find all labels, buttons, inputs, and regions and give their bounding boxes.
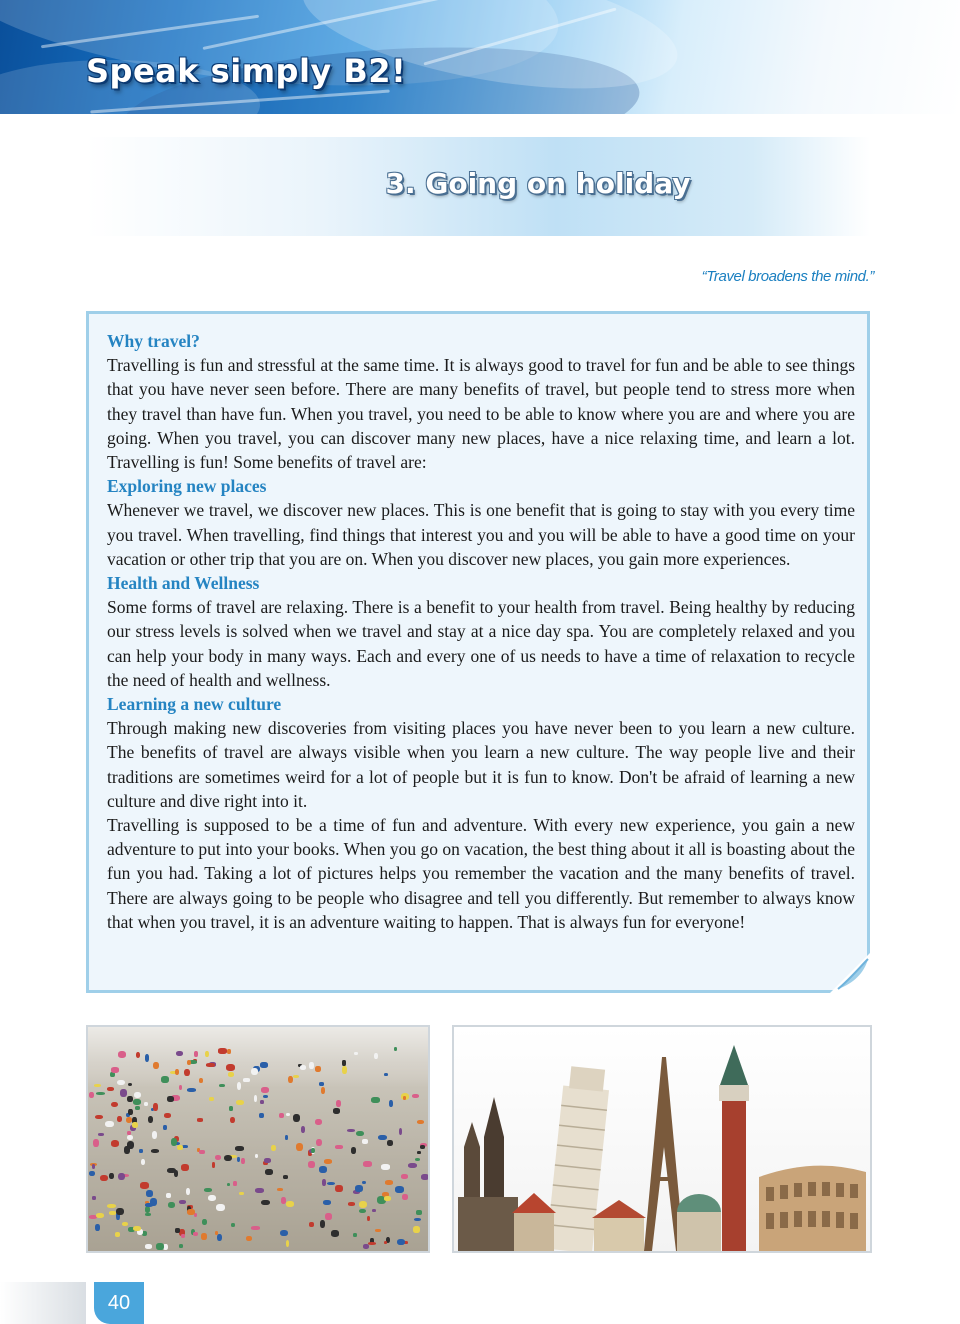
article-content — [107, 329, 855, 934]
landmarks-photo — [452, 1025, 872, 1253]
section-text-health: Some forms of travel are relaxing. There is a benefit to your health from travel. Being healthy by reducing our stress levels is solved when we travel and stay at a nice day spa. You are completely relaxed and you can help your body in many ways. Each and every one of us needs to have a time of relaxation to recycle the need of health and wellness. — [107, 597, 855, 690]
chapter-header — [86, 137, 870, 236]
page-curl-icon — [830, 953, 870, 993]
section-heading-exploring: Exploring new places — [107, 476, 267, 497]
article-box — [86, 311, 870, 993]
epigraph-quote: “Travel broadens the mind.” — [701, 268, 874, 285]
chapter-title: 3. Going on holiday — [385, 167, 691, 200]
section-text-culture: Through making new discoveries from visiting places you have never been to you learn a new culture. The benefits of travel are always visible when you learn a new culture. The way people live and their traditions are sometimes weird for a lot of people but it is fun to know. Don't be afraid of learning a new culture and dive right into it. — [107, 718, 855, 811]
page-number: 40 — [94, 1282, 144, 1324]
conclusion-paragraph: Travelling is supposed to be a time of fun and adventure. With every new experience, you gain a new adventure to put into your books. When you go on vacation, the best thing about it all is boasting about the fun you had. Taking a lot of pictures helps you remember the vacation and the many benefits of travel. There are always going to be people who disagree and tell you differently. But remember to always know that when you travel, it is an adventure waiting to happen. That is always fun for everyone! — [107, 815, 855, 932]
page-footer-bar — [0, 1282, 86, 1324]
section-heading-health: Health and Wellness — [107, 573, 260, 594]
top-banner — [0, 0, 960, 114]
section-text-exploring: Whenever we travel, we discover new places. This is one benefit that is going to stay with you every time you travel. When travelling, find things that interest you and you will be able to have a good time on your vacation or other trip that you are on. When you discover new places, you gain more experiences. — [107, 500, 855, 569]
intro-heading: Why travel? — [107, 331, 200, 351]
section-heading-culture: Learning a new culture — [107, 694, 282, 715]
beach-photo — [86, 1025, 430, 1253]
european-landmarks-illustration — [454, 1027, 870, 1251]
intro-paragraph: Travelling is fun and stressful at the same time. It is always good to travel for fun and be able to see things that you have never seen before. There are many benefits of travel, but people tend to stress more when they travel than have fun. When you travel, you need to be able to know where you are and where you are going. When you travel, you can discover many new places, have a nice relaxing time, and learn a lot. Travelling is fun! Some benefits of travel are: — [107, 355, 855, 473]
book-title: Speak simply B2! — [86, 52, 407, 90]
